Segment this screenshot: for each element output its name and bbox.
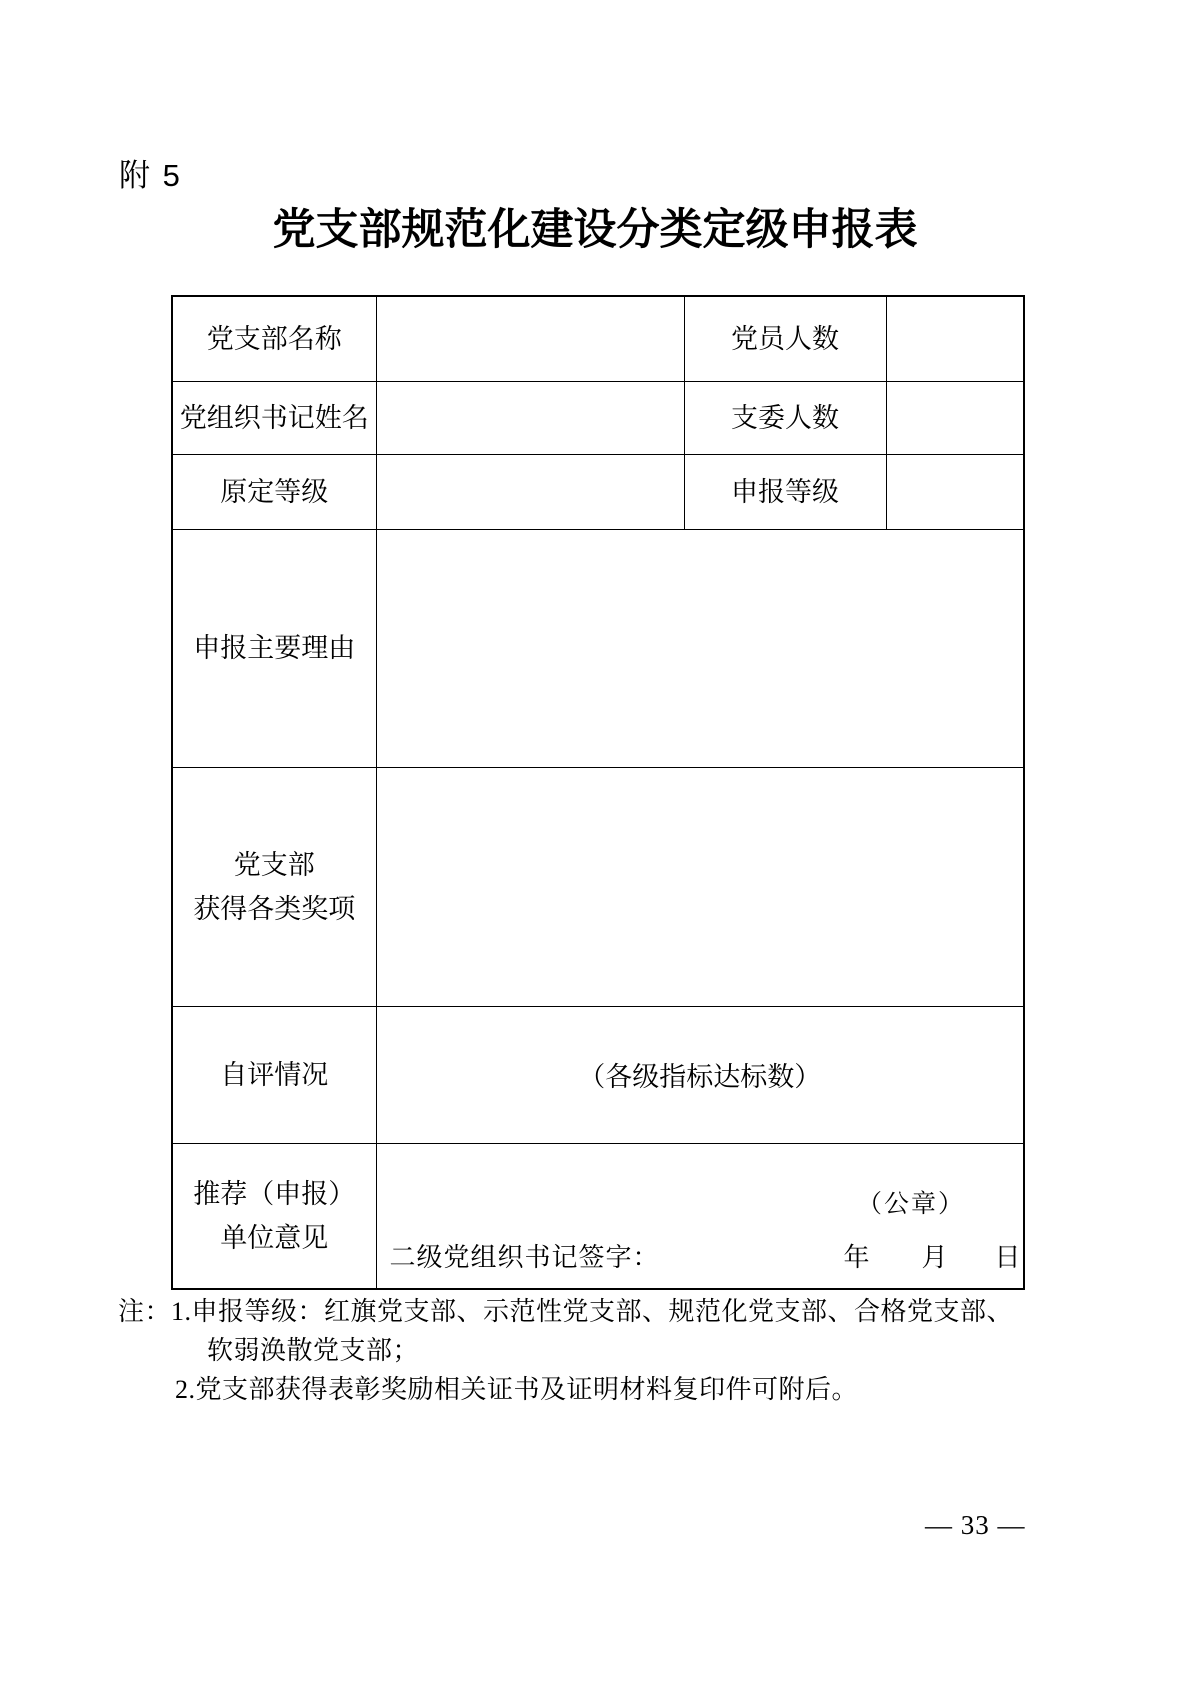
input-branch-name[interactable]	[376, 296, 684, 381]
page-title: 党支部规范化建设分类定级申报表	[272, 207, 918, 254]
footnote-line-2: 软弱涣散党支部；	[207, 1336, 420, 1365]
input-committee-count[interactable]	[886, 381, 1024, 454]
table-row	[172, 381, 1024, 454]
footnote-line-3: 2.党支部获得表彰奖励相关证书及证明材料复印件可附后。	[175, 1375, 859, 1404]
input-apply-reason[interactable]	[376, 529, 1024, 767]
label-recommend-opinion	[172, 1143, 376, 1289]
input-member-count[interactable]	[886, 296, 1024, 381]
year-label: 年	[843, 1242, 870, 1272]
label-applied-grade: 申报等级	[684, 454, 886, 529]
application-form-table	[171, 295, 1025, 1290]
label-recommend-line1: 推荐（申报）	[193, 1178, 356, 1209]
month-label: 月	[921, 1242, 948, 1272]
label-member-count: 党员人数	[684, 296, 886, 381]
table-row	[172, 296, 1024, 381]
table-row	[172, 1006, 1024, 1143]
table-row	[172, 454, 1024, 529]
input-original-grade[interactable]	[376, 454, 684, 529]
label-committee-count: 支委人数	[684, 381, 886, 454]
label-branch-name: 党支部名称	[172, 296, 376, 381]
label-recommend-line2: 单位意见	[220, 1222, 329, 1253]
label-secretary-name: 党组织书记姓名	[172, 381, 376, 454]
footnotes	[118, 1292, 1058, 1409]
table-row	[172, 767, 1024, 1006]
signature-line	[390, 1237, 1024, 1271]
label-self-eval: 自评情况	[172, 1006, 376, 1143]
signature-label: 二级党组织书记签字：	[389, 1242, 660, 1272]
input-secretary-name[interactable]	[376, 381, 684, 454]
label-awards	[172, 767, 376, 1006]
label-awards-line1: 党支部	[233, 849, 315, 880]
self-eval-hint: （各级指标达标数）	[578, 1062, 822, 1092]
input-self-eval[interactable]	[376, 1006, 1024, 1143]
day-label: 日	[994, 1242, 1021, 1272]
input-awards[interactable]	[376, 767, 1024, 1006]
label-original-grade: 原定等级	[172, 454, 376, 529]
seal-label: （公章）	[856, 1190, 965, 1218]
table-row	[172, 1143, 1024, 1289]
label-awards-line2: 获得各类奖项	[193, 893, 356, 924]
table-row	[172, 529, 1024, 767]
footnote-line-1: 注：1.申报等级：红旗党支部、示范性党支部、规范化党支部、合格党支部、	[118, 1297, 1014, 1326]
attachment-number-label: 附 5	[119, 158, 182, 193]
input-recommend-opinion[interactable]	[376, 1143, 1024, 1289]
label-apply-reason: 申报主要理由	[172, 529, 376, 767]
page-number: — 33 —	[925, 1510, 1026, 1540]
input-applied-grade[interactable]	[886, 454, 1024, 529]
